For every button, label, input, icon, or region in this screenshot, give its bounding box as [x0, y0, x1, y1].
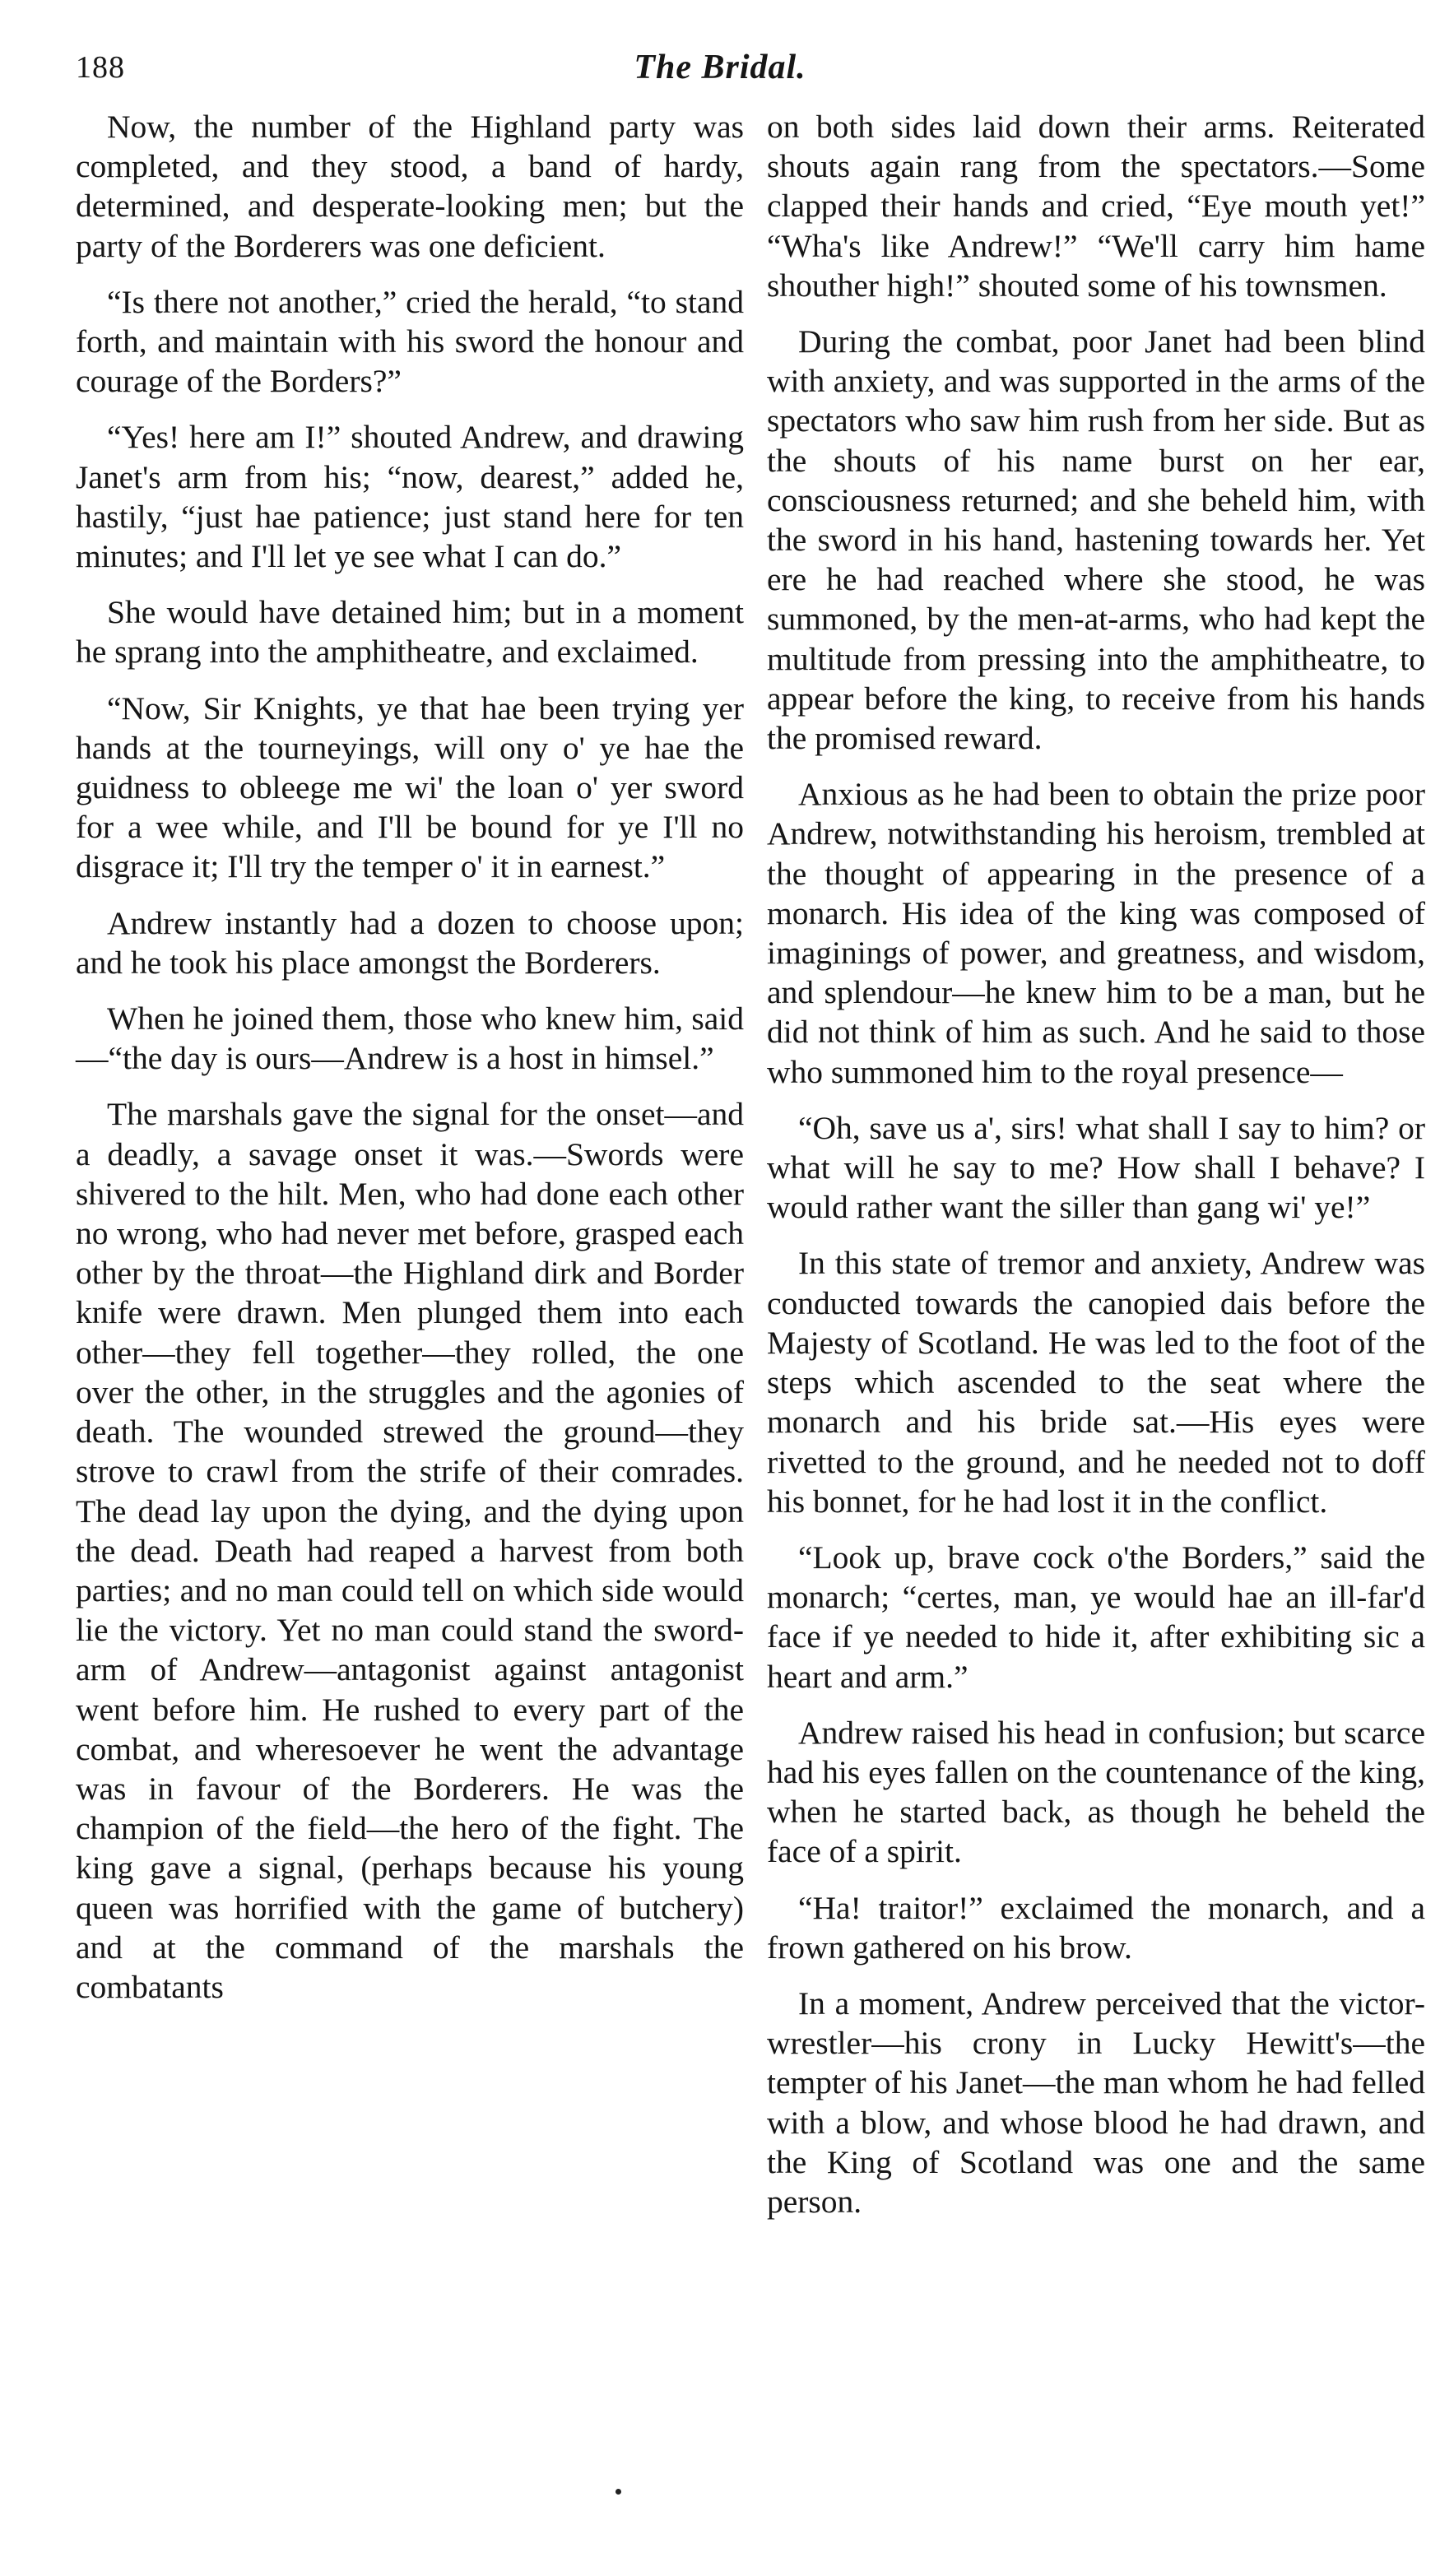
paragraph: In a moment, Andrew perceived that the victor-wrestler—his crony in Lucky Hewitt's—the tempter of his Janet—the man whom he had felled with a blow, and whose blood he had drawn, and the King of Scotland was one and the same person.: [767, 1984, 1425, 2220]
paragraph: Andrew instantly had a dozen to choose upon; and he took his place amongst the Borderers.: [76, 904, 744, 981]
paragraph: During the combat, poor Janet had been blind with anxiety, and was supported in the arms of the spectators who saw him rush from her side. But as the shouts of his name burst on her ear, consciousness returned; and she beheld him, with the sword in his hand, hastening towards her. Yet ere he had reached where she stood, he was summoned, by the men-at-arms, who had kept the multitude from pressing into the amphitheatre, to appear before the king, to receive from his hands the promised reward.: [767, 323, 1425, 757]
paragraph: “Look up, brave cock o'the Borders,” said the monarch; “certes, man, ye would hae an ill-far'd face if ye needed to hide it, after exhibiting sic a heart and arm.”: [767, 1539, 1425, 1695]
paragraph: In this state of tremor and anxiety, Andrew was conducted towards the canopied dais before the Majesty of Scotland. He was led to the foot of the steps which ascended to the seat where the monarch and his bride sat.—His eyes were rivetted to the ground, and he needed not to doff his bonnet, for he had lost it in the conflict.: [767, 1245, 1425, 1520]
paragraph: The marshals gave the signal for the onset—and a deadly, a savage onset it was.—Swords were shivered to the hilt. Men, who had done each other no wrong, who had never met before, grasped each other by the throat—the Highland dirk and Border knife were drawn. Men plunged them into each other—they fell together—they rolled, the one over the other, in the struggles and the agonies of death. The wounded strewed the ground—they strove to crawl from the strife of their comrades. The dead lay upon the dying, and the dying upon the dead. Death had reaped a harvest from both parties; and no man could tell on which side would lie the victory. Yet no man could stand the sword-arm of Andrew—antagonist against antagonist went before him. He rushed to every part of the combat, and wheresoever he went the advantage was in favour of the Borderers. He was the champion of the field—the hero of the fight. The king gave a signal, (perhaps because his young queen was horrified with the game of butchery) and at the command of the marshals the combatants: [76, 1096, 744, 2005]
footer-dot: [615, 2489, 621, 2495]
page-header: [76, 48, 1364, 94]
left-column: [76, 107, 744, 2023]
paragraph: “Yes! here am I!” shouted Andrew, and drawing Janet's arm from his; “now, dearest,” added he, hastily, “just hae patience; just stand here for ten minutes; and I'll let ye see what I can do.”: [76, 419, 744, 575]
running-title: The Bridal.: [634, 49, 806, 86]
paragraph: “Is there not another,” cried the herald, “to stand forth, and maintain with his sword the honour and courage of the Borders?”: [76, 283, 744, 400]
paragraph: She would have detained him; but in a moment he sprang into the amphitheatre, and exclaimed.: [76, 594, 744, 671]
paragraph: “Now, Sir Knights, ye that hae been trying yer hands at the tourneyings, will ony o' ye hae the guidness to obleege me wi' the loan o' yer sword for a wee while, and I'll be bound for ye I'll no disgrace it; I'll try the temper o' it in earnest.”: [76, 689, 744, 885]
paragraph: Andrew raised his head in confusion; but scarce had his eyes fallen on the countenance of the king, when he started back, as though he beheld the face of a spirit.: [767, 1714, 1425, 1870]
page-number: 188: [76, 50, 125, 85]
paragraph: Now, the number of the Highland party was completed, and they stood, a band of hardy, determined, and desperate-looking men; but the party of the Borderers was one deficient.: [76, 109, 744, 264]
paragraph: When he joined them, those who knew him, said—“the day is ours—Andrew is a host in himsel.”: [76, 1000, 744, 1077]
paragraph-continued: on both sides laid down their arms. Reiterated shouts again rang from the spectators.—Some clapped their hands and cried, “Eye mouth yet!” “Wha's like Andrew!” “We'll carry him hame shouther high!” shouted some of his townsmen.: [767, 109, 1425, 304]
paragraph: “Ha! traitor!” exclaimed the monarch, and a frown gathered on his brow.: [767, 1889, 1425, 1966]
right-column: [767, 107, 1425, 2238]
paragraph: “Oh, save us a', sirs! what shall I say to him? or what will he say to me? How shall I behave? I would rather want the siller than gang wi' ye!”: [767, 1109, 1425, 1226]
paragraph: Anxious as he had been to obtain the prize poor Andrew, notwithstanding his heroism, trembled at the thought of appearing in the presence of a monarch. His idea of the king was composed of imaginings of power, and greatness, and wisdom, and splendour—he knew him to be a man, but he did not think of him as such. And he said to those who summoned him to the royal presence—: [767, 776, 1425, 1090]
